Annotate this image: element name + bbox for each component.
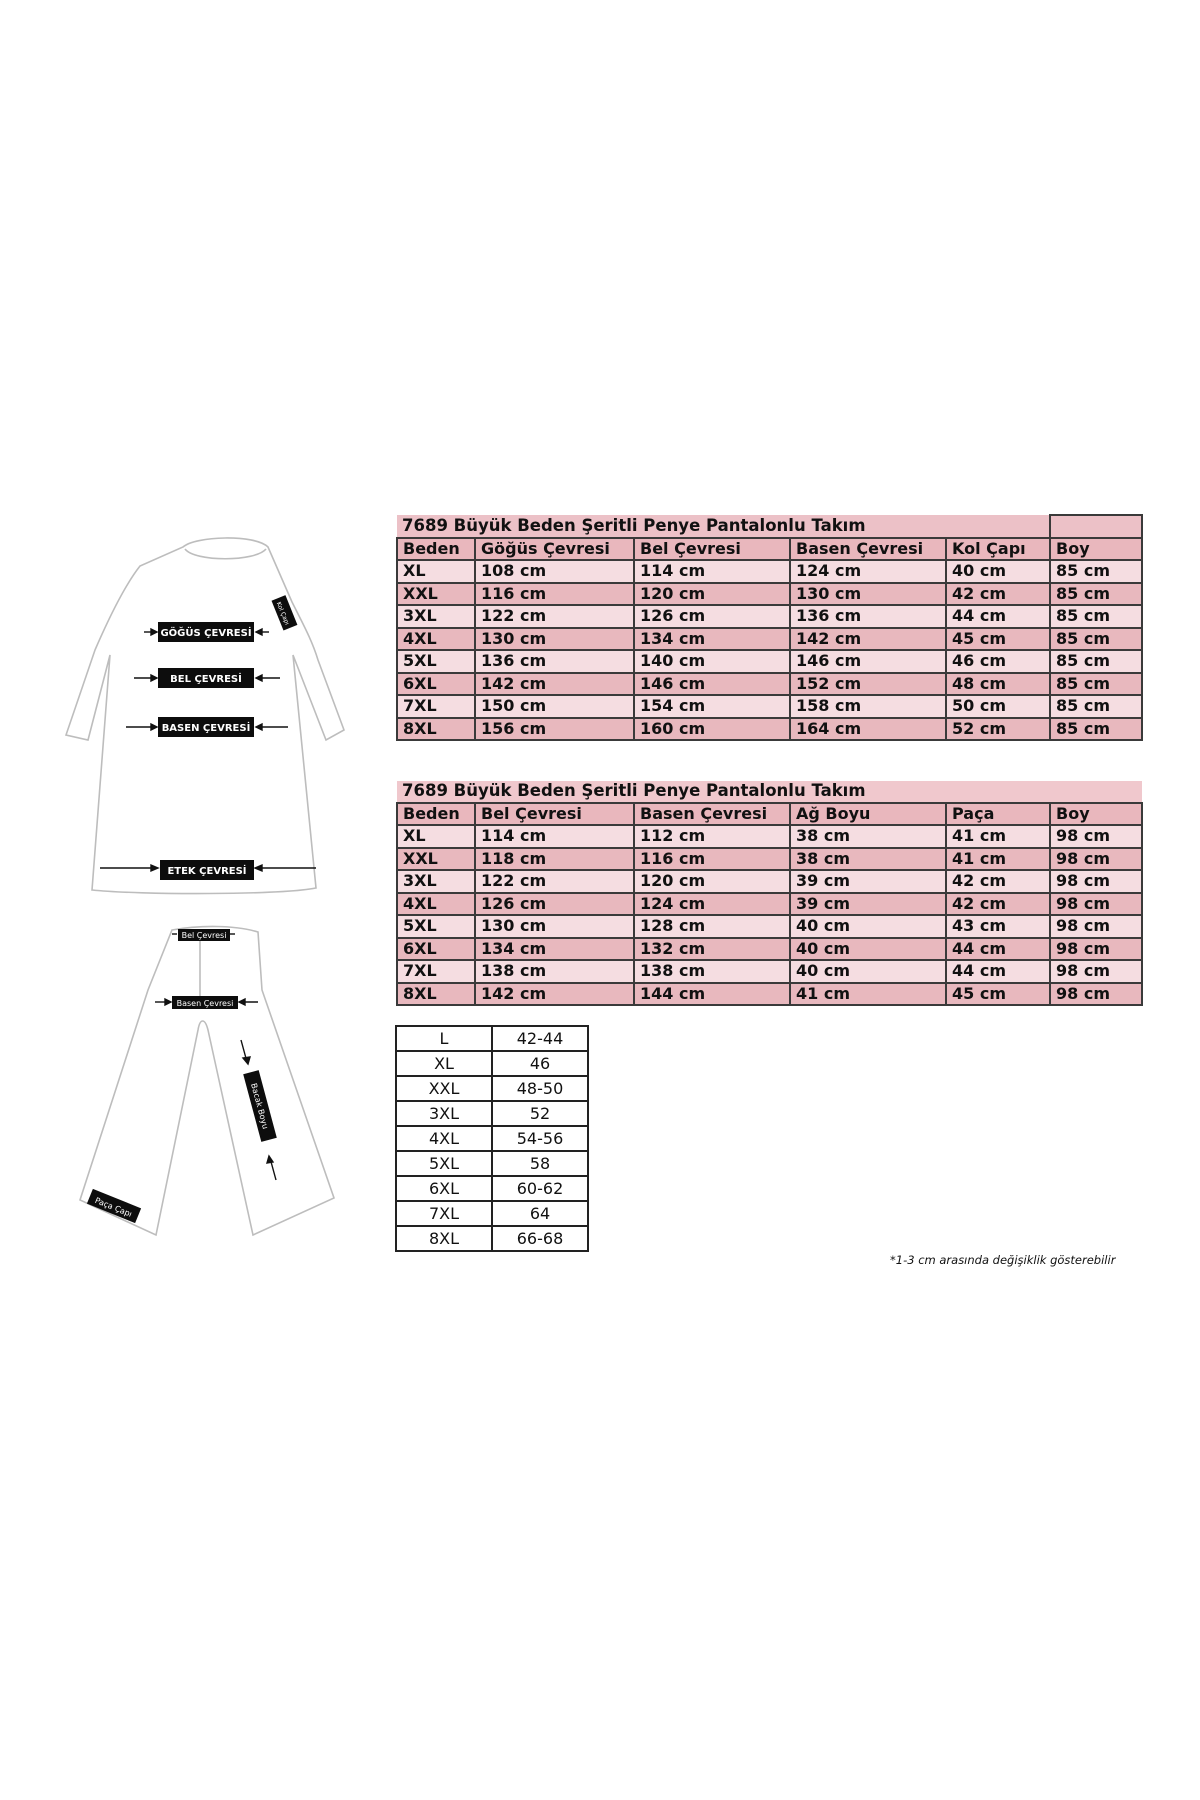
- value-cell: 43 cm: [946, 915, 1050, 938]
- pant-size-table-wrap: [396, 781, 1143, 1006]
- value-cell: 122 cm: [475, 605, 634, 628]
- value-cell: 146 cm: [790, 650, 946, 673]
- value-cell: 118 cm: [475, 848, 634, 871]
- value-cell: 120 cm: [634, 870, 790, 893]
- value-cell: 50 cm: [946, 695, 1050, 718]
- value-cell: 134 cm: [475, 938, 634, 961]
- value-cell: 85 cm: [1050, 628, 1142, 651]
- svg-text:Basen Çevresi: Basen Çevresi: [176, 999, 234, 1008]
- pant-table-title: 7689 Büyük Beden Şeritli Penye Pantalonlu Takım: [397, 781, 1142, 803]
- value-cell: 138 cm: [475, 960, 634, 983]
- value-cell: 136 cm: [475, 650, 634, 673]
- value-cell: 158 cm: [790, 695, 946, 718]
- value-cell: 98 cm: [1050, 870, 1142, 893]
- value-cell: 41 cm: [946, 848, 1050, 871]
- table-row: [397, 695, 1142, 718]
- value-cell: 48 cm: [946, 673, 1050, 696]
- value-cell: 130 cm: [475, 628, 634, 651]
- gogus-label: [158, 622, 254, 642]
- value-cell: 44 cm: [946, 960, 1050, 983]
- table-row: [396, 1101, 588, 1126]
- pant-bel-label: [178, 929, 230, 941]
- size-cell: L: [396, 1026, 492, 1051]
- pant-size-table: [396, 781, 1143, 1006]
- table-row: [397, 893, 1142, 916]
- value-cell: 156 cm: [475, 718, 634, 741]
- value-cell: 108 cm: [475, 560, 634, 583]
- table-row: [397, 650, 1142, 673]
- table-row: [397, 960, 1142, 983]
- value-cell: 40 cm: [790, 960, 946, 983]
- value-cell: 45 cm: [946, 983, 1050, 1006]
- size-cell: 8XL: [397, 983, 475, 1006]
- table-row: [397, 673, 1142, 696]
- value-cell: 98 cm: [1050, 848, 1142, 871]
- header-cell: Boy: [1050, 803, 1142, 826]
- header-cell: Kol Çapı: [946, 538, 1050, 561]
- table-row: [396, 1151, 588, 1176]
- value-cell: 38 cm: [790, 825, 946, 848]
- size-cell: XXL: [397, 848, 475, 871]
- table-row: [397, 825, 1142, 848]
- table-row: [396, 1226, 588, 1251]
- etek-label: [160, 860, 254, 880]
- value-cell: 142 cm: [475, 673, 634, 696]
- value-cell: 132 cm: [634, 938, 790, 961]
- value-cell: 146 cm: [634, 673, 790, 696]
- size-cell: 7XL: [396, 1201, 492, 1226]
- pants-outline: [80, 926, 334, 1235]
- value-cell: 128 cm: [634, 915, 790, 938]
- size-equivalence-table: [395, 1025, 589, 1252]
- size-cell: XXL: [396, 1076, 492, 1101]
- header-cell: Göğüs Çevresi: [475, 538, 634, 561]
- value-cell: 120 cm: [634, 583, 790, 606]
- value-cell: 114 cm: [634, 560, 790, 583]
- size-cell: 6XL: [396, 1176, 492, 1201]
- value-cell: 124 cm: [790, 560, 946, 583]
- value-cell: 64: [492, 1201, 588, 1226]
- value-cell: 98 cm: [1050, 983, 1142, 1006]
- size-cell: 7XL: [397, 960, 475, 983]
- table-row: [396, 1051, 588, 1076]
- value-cell: 164 cm: [790, 718, 946, 741]
- value-cell: 150 cm: [475, 695, 634, 718]
- table-row: [397, 718, 1142, 741]
- header-cell: Ağ Boyu: [790, 803, 946, 826]
- value-cell: 85 cm: [1050, 605, 1142, 628]
- table-row: [397, 628, 1142, 651]
- tunic-outline: [66, 538, 344, 894]
- value-cell: 136 cm: [790, 605, 946, 628]
- size-cell: 5XL: [397, 650, 475, 673]
- value-cell: 142 cm: [790, 628, 946, 651]
- size-cell: 3XL: [397, 605, 475, 628]
- table-row: [396, 1076, 588, 1101]
- value-cell: 85 cm: [1050, 650, 1142, 673]
- svg-text:GÖĞÜS ÇEVRESİ: GÖĞÜS ÇEVRESİ: [160, 628, 252, 639]
- size-cell: XXL: [397, 583, 475, 606]
- table-row: [397, 583, 1142, 606]
- top-size-table-wrap: [396, 514, 1143, 741]
- value-cell: 85 cm: [1050, 560, 1142, 583]
- value-cell: 130 cm: [475, 915, 634, 938]
- value-cell: 46 cm: [946, 650, 1050, 673]
- top-table-title-blank: [1050, 515, 1142, 538]
- value-cell: 122 cm: [475, 870, 634, 893]
- value-cell: 66-68: [492, 1226, 588, 1251]
- bel-label: [158, 668, 254, 688]
- value-cell: 41 cm: [946, 825, 1050, 848]
- size-cell: 4XL: [397, 893, 475, 916]
- size-cell: XL: [396, 1051, 492, 1076]
- value-cell: 44 cm: [946, 938, 1050, 961]
- table-row: [397, 560, 1142, 583]
- table-row: [397, 605, 1142, 628]
- table-row: [397, 983, 1142, 1006]
- value-cell: 114 cm: [475, 825, 634, 848]
- value-cell: 154 cm: [634, 695, 790, 718]
- size-cell: 3XL: [397, 870, 475, 893]
- value-cell: 142 cm: [475, 983, 634, 1006]
- top-size-table: [396, 514, 1143, 741]
- value-cell: 112 cm: [634, 825, 790, 848]
- value-cell: 42-44: [492, 1026, 588, 1051]
- value-cell: 42 cm: [946, 870, 1050, 893]
- svg-text:Paça Çapı: Paça Çapı: [93, 1195, 134, 1219]
- value-cell: 98 cm: [1050, 960, 1142, 983]
- value-cell: 38 cm: [790, 848, 946, 871]
- size-cell: 8XL: [396, 1226, 492, 1251]
- tolerance-note: *1-3 cm arasında değişiklik gösterebilir: [890, 1253, 1116, 1267]
- value-cell: 48-50: [492, 1076, 588, 1101]
- header-cell: Beden: [397, 803, 475, 826]
- value-cell: 85 cm: [1050, 673, 1142, 696]
- size-cell: 4XL: [396, 1126, 492, 1151]
- value-cell: 126 cm: [634, 605, 790, 628]
- size-cell: 8XL: [397, 718, 475, 741]
- table-row: [397, 848, 1142, 871]
- table-row: [396, 1201, 588, 1226]
- value-cell: 60-62: [492, 1176, 588, 1201]
- size-cell: 3XL: [396, 1101, 492, 1126]
- top-table-title: 7689 Büyük Beden Şeritli Penye Pantalonlu Takım: [397, 515, 1050, 538]
- value-cell: 130 cm: [790, 583, 946, 606]
- value-cell: 160 cm: [634, 718, 790, 741]
- header-cell: Bel Çevresi: [475, 803, 634, 826]
- size-cell: 5XL: [397, 915, 475, 938]
- size-cell: 4XL: [397, 628, 475, 651]
- value-cell: 140 cm: [634, 650, 790, 673]
- basen-label: [158, 717, 254, 737]
- value-cell: 116 cm: [634, 848, 790, 871]
- value-cell: 46: [492, 1051, 588, 1076]
- svg-text:ETEK ÇEVRESİ: ETEK ÇEVRESİ: [167, 866, 247, 877]
- size-cell: XL: [397, 560, 475, 583]
- pant-table-header: [397, 803, 1142, 826]
- value-cell: 116 cm: [475, 583, 634, 606]
- value-cell: 40 cm: [790, 915, 946, 938]
- top-table-header: [397, 538, 1142, 561]
- value-cell: 134 cm: [634, 628, 790, 651]
- size-cell: 6XL: [397, 673, 475, 696]
- table-row: [397, 915, 1142, 938]
- value-cell: 126 cm: [475, 893, 634, 916]
- value-cell: 98 cm: [1050, 825, 1142, 848]
- pant-boy-label: [243, 1070, 277, 1142]
- value-cell: 40 cm: [946, 560, 1050, 583]
- size-cell: 5XL: [396, 1151, 492, 1176]
- size-cell: 7XL: [397, 695, 475, 718]
- table-row: [396, 1176, 588, 1201]
- kol-label: [272, 595, 298, 630]
- value-cell: 52 cm: [946, 718, 1050, 741]
- value-cell: 44 cm: [946, 605, 1050, 628]
- value-cell: 138 cm: [634, 960, 790, 983]
- tunic-arrows: [100, 629, 316, 871]
- value-cell: 39 cm: [790, 870, 946, 893]
- value-cell: 85 cm: [1050, 583, 1142, 606]
- value-cell: 45 cm: [946, 628, 1050, 651]
- value-cell: 98 cm: [1050, 915, 1142, 938]
- table-row: [397, 938, 1142, 961]
- value-cell: 58: [492, 1151, 588, 1176]
- size-cell: XL: [397, 825, 475, 848]
- value-cell: 124 cm: [634, 893, 790, 916]
- table-row: [396, 1126, 588, 1151]
- svg-text:BEL ÇEVRESİ: BEL ÇEVRESİ: [170, 674, 242, 685]
- table-row: [396, 1026, 588, 1051]
- header-cell: Basen Çevresi: [790, 538, 946, 561]
- svg-text:BASEN ÇEVRESİ: BASEN ÇEVRESİ: [161, 723, 251, 734]
- value-cell: 85 cm: [1050, 718, 1142, 741]
- svg-text:Bacak Boyu: Bacak Boyu: [249, 1082, 270, 1131]
- header-cell: Beden: [397, 538, 475, 561]
- value-cell: 52: [492, 1101, 588, 1126]
- header-cell: Bel Çevresi: [634, 538, 790, 561]
- value-cell: 98 cm: [1050, 938, 1142, 961]
- pants-arrows: [155, 934, 276, 1180]
- svg-text:Bel Çevresi: Bel Çevresi: [181, 931, 227, 940]
- pant-paca-label: [87, 1189, 141, 1223]
- value-cell: 144 cm: [634, 983, 790, 1006]
- header-cell: Basen Çevresi: [634, 803, 790, 826]
- value-cell: 85 cm: [1050, 695, 1142, 718]
- value-cell: 98 cm: [1050, 893, 1142, 916]
- value-cell: 40 cm: [790, 938, 946, 961]
- value-cell: 152 cm: [790, 673, 946, 696]
- svg-text:Kol Çapı: Kol Çapı: [274, 601, 291, 627]
- header-cell: Boy: [1050, 538, 1142, 561]
- value-cell: 41 cm: [790, 983, 946, 1006]
- value-cell: 39 cm: [790, 893, 946, 916]
- value-cell: 42 cm: [946, 893, 1050, 916]
- value-cell: 54-56: [492, 1126, 588, 1151]
- header-cell: Paça: [946, 803, 1050, 826]
- size-cell: 6XL: [397, 938, 475, 961]
- value-cell: 42 cm: [946, 583, 1050, 606]
- table-row: [397, 870, 1142, 893]
- pant-basen-label: [172, 996, 238, 1009]
